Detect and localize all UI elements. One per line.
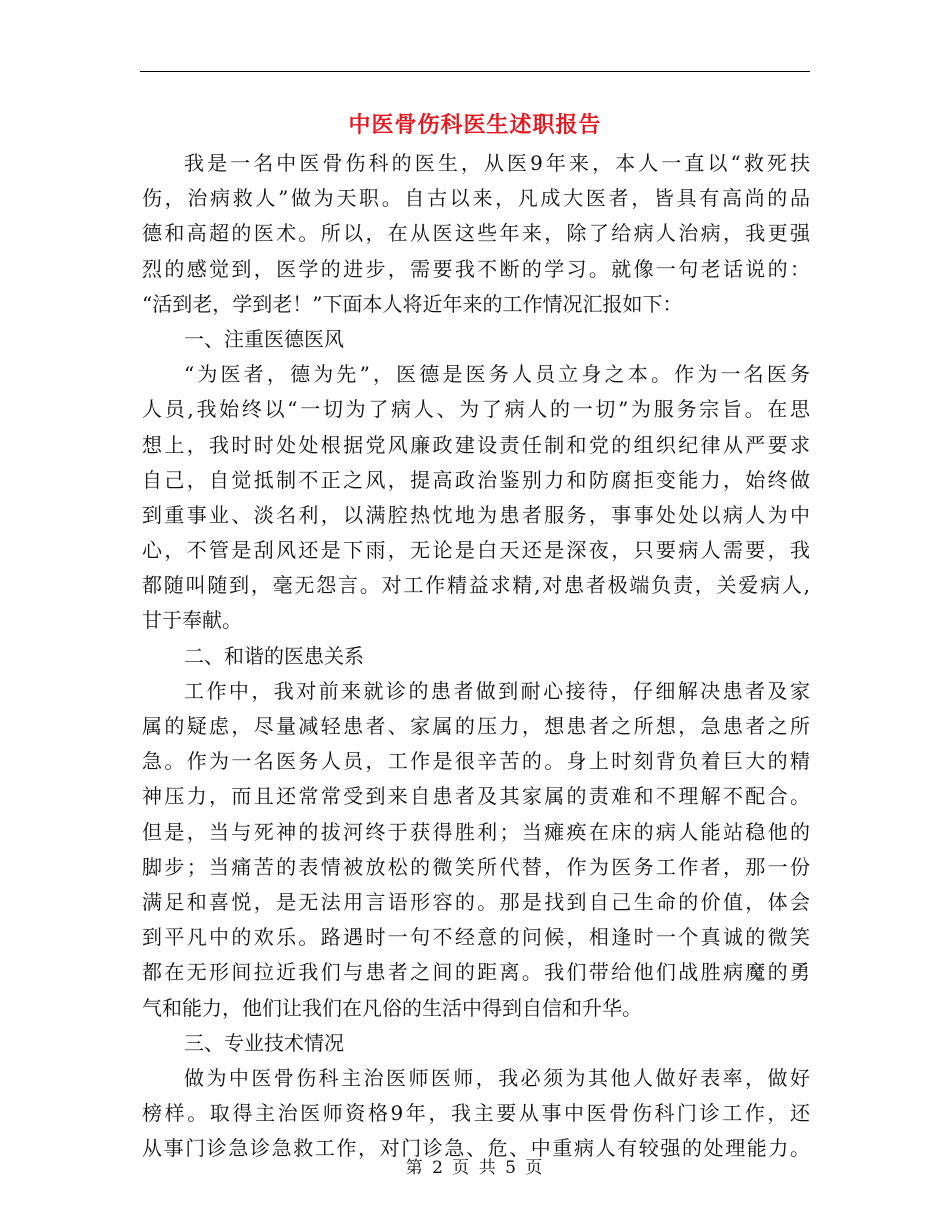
body-line: 气和能力，他们让我们在凡俗的生活中得到自信和升华。 bbox=[142, 995, 642, 1020]
body-line: 德和高超的医术。所以，在从医这些年来，除了给病人治病，我更强 bbox=[142, 221, 810, 246]
document-title: 中医骨伤科医生述职报告 bbox=[348, 112, 602, 138]
body-line: 自己，自觉抵制不正之风，提高政治鉴别力和防腐拒变能力，始终做 bbox=[142, 467, 810, 492]
body-line: 属的疑虑，尽量减轻患者、家属的压力，想患者之所想，急患者之所 bbox=[142, 714, 810, 738]
document-body bbox=[142, 146, 810, 1166]
body-line: 工作中，我对前来就诊的患者做到耐心接待，仔细解决患者及家 bbox=[184, 678, 810, 703]
body-line: 但是，当与死神的拔河终于获得胜利；当瘫痪在床的病人能站稳他的 bbox=[142, 819, 810, 844]
body-line: “活到老，学到老！”下面本人将近年来的工作情况汇报如下： bbox=[142, 291, 683, 316]
section-heading: 二、和谐的医患关系 bbox=[184, 643, 364, 668]
body-line: 烈的感觉到，医学的进步，需要我不断的学习。就像一句老话说的： bbox=[142, 256, 810, 281]
page-number-footer: 第 2 页 共 5 页 bbox=[405, 1158, 545, 1178]
body-line: 急。作为一名医务人员，工作是很辛苦的。身上时刻背负着巨大的精 bbox=[142, 749, 810, 774]
header-rule bbox=[140, 71, 810, 72]
body-line: 都随叫随到，毫无怨言。对工作精益求精,对患者极端负责，关爱病人, bbox=[142, 573, 810, 598]
body-line: 甘于奉献。 bbox=[142, 608, 242, 633]
body-line: 榜样。取得主治医师资格9年，我主要从事中医骨伤科门诊工作，还 bbox=[142, 1101, 810, 1126]
body-line: 人员,我始终以“一切为了病人、为了病人的一切”为服务宗旨。在思 bbox=[142, 397, 810, 422]
body-line: 到平凡中的欢乐。路遇时一句不经意的问候，相逢时一个真诚的微笑 bbox=[142, 925, 810, 950]
body-line: 神压力，而且还常常受到来自患者及其家属的责难和不理解不配合。 bbox=[142, 784, 810, 809]
body-line: 伤，治病救人”做为天职。自古以来，凡成大医者，皆具有高尚的品 bbox=[142, 186, 810, 211]
body-line: 心，不管是刮风还是下雨，无论是白天还是深夜，只要病人需要，我 bbox=[142, 538, 810, 563]
body-line: 做为中医骨伤科主治医师医师，我必须为其他人做好表率，做好 bbox=[184, 1065, 810, 1090]
body-line: 从事门诊急诊急救工作，对门诊急、危、中重病人有较强的处理能力。 bbox=[142, 1136, 810, 1161]
body-line: 到重事业、淡名利，以满腔热忱地为患者服务，事事处处以病人为中 bbox=[142, 502, 810, 527]
body-line: 都在无形间拉近我们与患者之间的距离。我们带给他们战胜病魔的勇 bbox=[142, 960, 810, 985]
section-heading: 一、注重医德医风 bbox=[184, 326, 344, 351]
section-heading: 三、专业技术情况 bbox=[184, 1030, 344, 1055]
body-line: “为医者，德为先”，医德是医务人员立身之本。作为一名医务 bbox=[184, 362, 810, 387]
body-line: 想上，我时时处处根据党风廉政建设责任制和党的组织纪律从严要求 bbox=[142, 432, 810, 457]
body-line: 满足和喜悦，是无法用言语形容的。那是找到自己生命的价值，体会 bbox=[142, 889, 810, 914]
body-line: 脚步；当痛苦的表情被放松的微笑所代替，作为医务工作者，那一份 bbox=[142, 854, 810, 879]
body-line: 我是一名中医骨伤科的医生，从医9年来，本人一直以“救死扶 bbox=[184, 151, 810, 175]
